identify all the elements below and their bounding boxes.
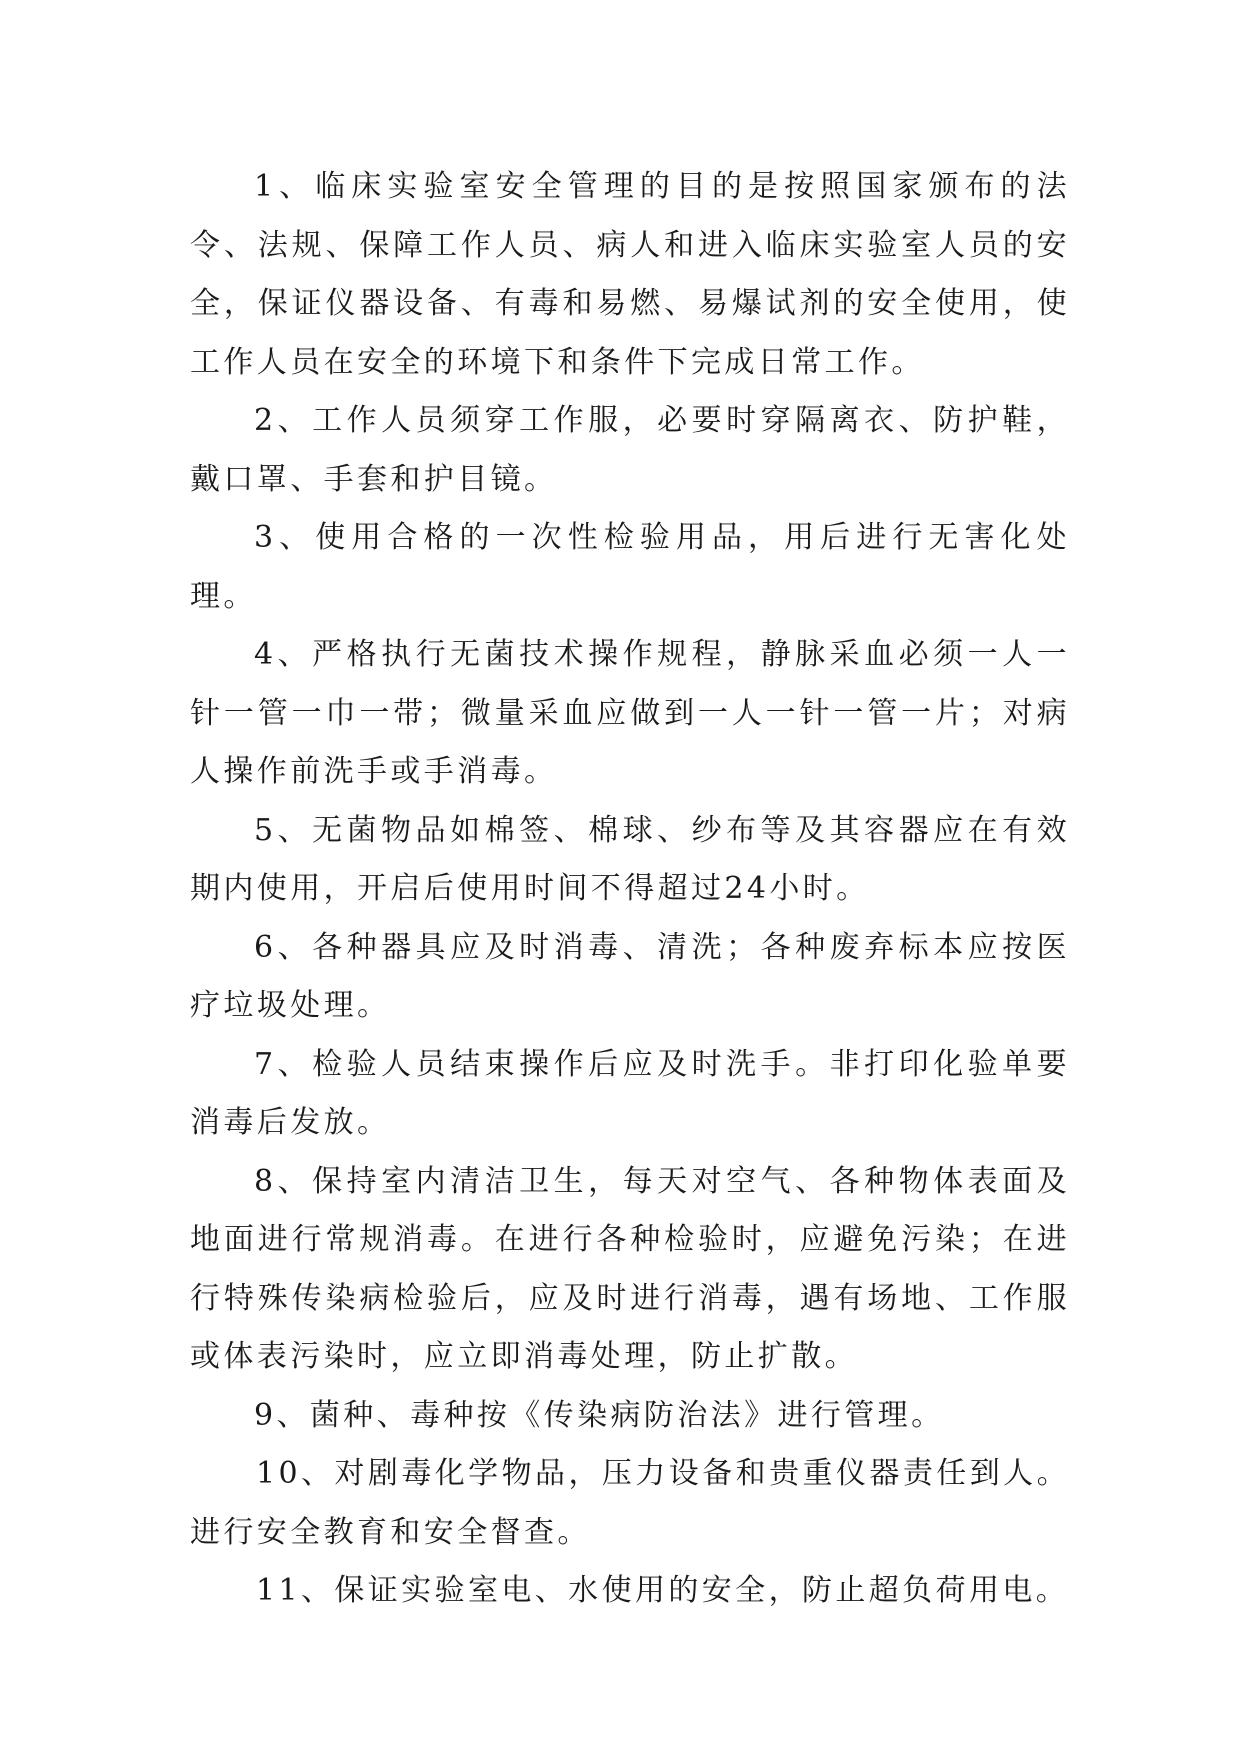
- paragraph-9: 9、菌种、毒种按《传染病防治法》进行管理。: [254, 1397, 945, 1433]
- paragraph-10: 10、对剧毒化学物品，压力设备和贵重仪器责任到人。进行安全教育和安全督查。: [190, 1456, 1070, 1550]
- document-body: [190, 158, 1070, 1621]
- paragraph-11: 11、保证实验室电、水使用的安全，防止超负荷用电。: [256, 1573, 1070, 1608]
- paragraph-8: 8、保持室内清洁卫生，每天对空气、各种物体表面及地面进行常规消毒。在进行各种检验时，应避免污染；在进行特殊传染病检验后，应及时进行消毒，遇有场地、工作服或体表污染时，应立即消毒处理，防止扩散。: [190, 1163, 1070, 1374]
- paragraph-1: 1、临床实验室安全管理的目的是按照国家颁布的法令、法规、保障工作人员、病人和进入临床实验室人员的安全，保证仪器设备、有毒和易燃、易爆试剂的安全使用，使工作人员在安全的环境下和条件下完成日常工作。: [190, 169, 1070, 380]
- paragraph-2: 2、工作人员须穿工作服，必要时穿隔离衣、防护鞋，戴口罩、手套和护目镜。: [190, 403, 1070, 497]
- paragraph-4: 4、严格执行无菌技术操作规程，静脉采血必须一人一针一管一巾一带；微量采血应做到一人一针一管一片；对病人操作前洗手或手消毒。: [190, 637, 1070, 789]
- paragraph-5: 5、无菌物品如棉签、棉球、纱布等及其容器应在有效期内使用，开启后使用时间不得超过24小时。: [190, 812, 1070, 906]
- paragraph-7: 7、检验人员结束操作后应及时洗手。非打印化验单要消毒后发放。: [190, 1046, 1070, 1140]
- paragraph-3: 3、使用合格的一次性检验用品，用后进行无害化处理。: [190, 520, 1070, 614]
- paragraph-6: 6、各种器具应及时消毒、清洗；各种废弃标本应按医疗垃圾处理。: [190, 929, 1070, 1023]
